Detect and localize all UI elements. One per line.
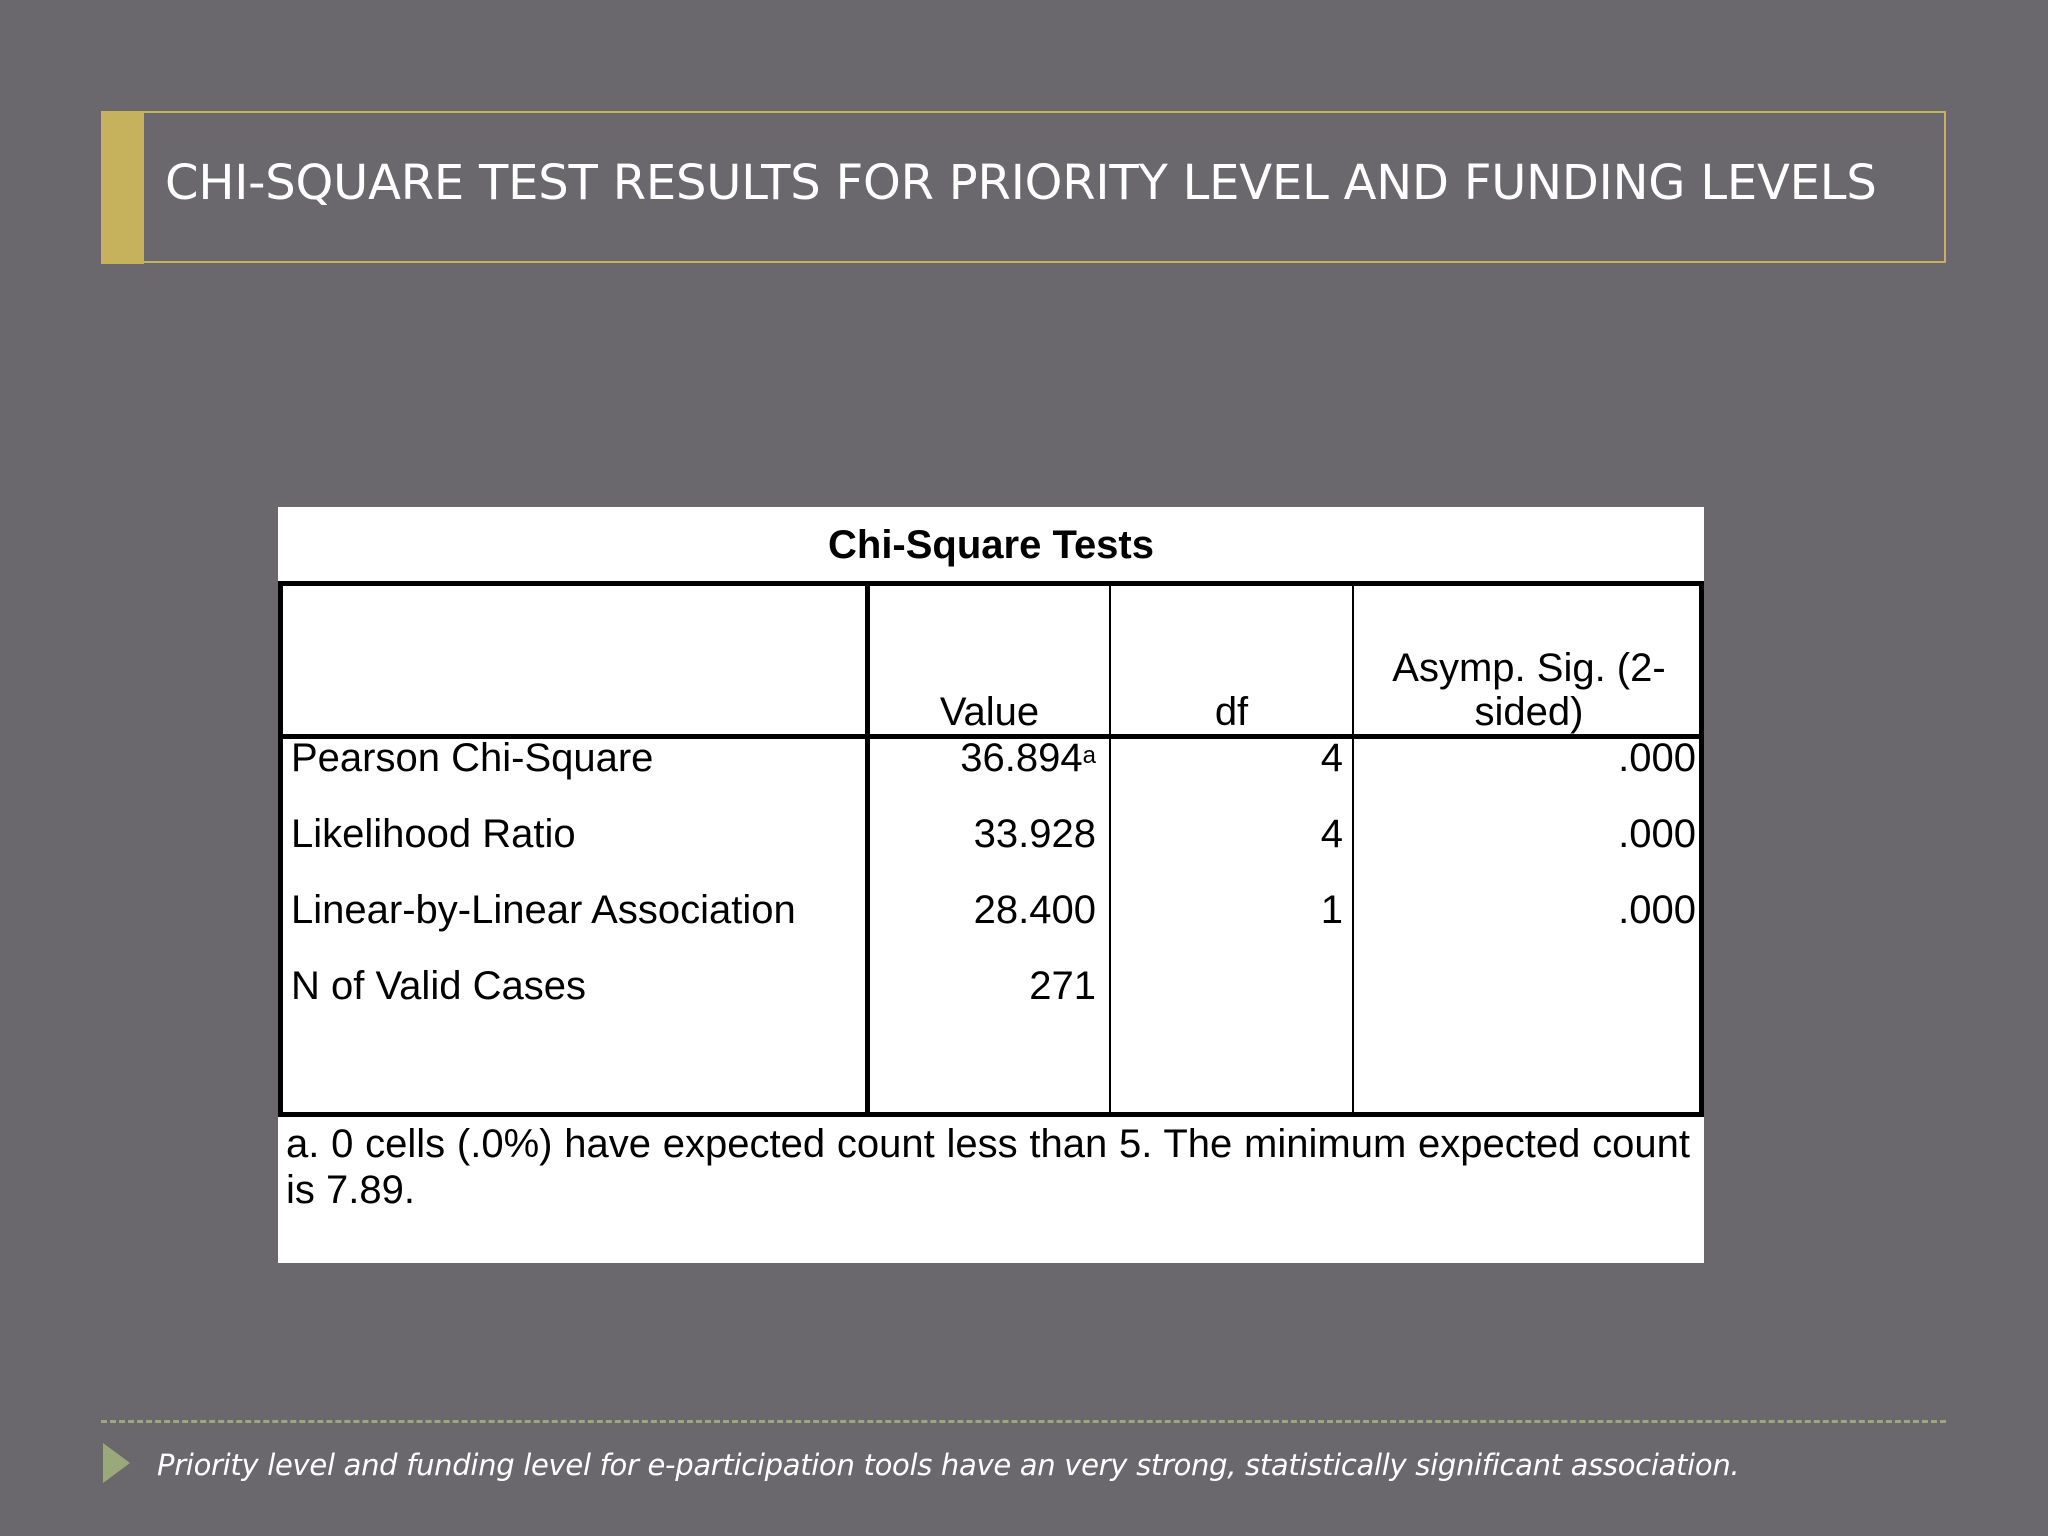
header-df: df xyxy=(1214,690,1249,734)
row-sig: .000 xyxy=(1618,812,1696,856)
row-sig: .000 xyxy=(1618,736,1696,780)
triangle-bullet-icon xyxy=(103,1443,130,1483)
chi-square-table xyxy=(278,507,1704,1263)
row-value: 28.400 xyxy=(973,888,1096,932)
row-label: Pearson Chi-Square xyxy=(291,736,654,780)
row-value: 33.928 xyxy=(973,812,1096,856)
header-sig-line2: sided) xyxy=(1474,690,1584,734)
row-df: 4 xyxy=(1320,812,1343,856)
footnote-marker: a xyxy=(1082,742,1096,769)
bullet-text: Priority level and funding level for e-participation tools have an very strong, statistically significant association. xyxy=(157,1448,1740,1482)
row-label: Linear-by-Linear Association xyxy=(291,888,796,932)
table-grid xyxy=(278,581,1704,1117)
row-df: 4 xyxy=(1320,736,1343,780)
divider-line xyxy=(101,1420,1946,1423)
row-label: N of Valid Cases xyxy=(291,964,586,1008)
header-sig-line1: Asymp. Sig. (2- xyxy=(1392,646,1666,690)
row-sig: .000 xyxy=(1618,888,1696,932)
title-accent-bar xyxy=(101,111,144,264)
row-df: 1 xyxy=(1320,888,1343,932)
slide-title: CHI-SQUARE TEST RESULTS FOR PRIORITY LEVEL AND FUNDING LEVELS xyxy=(165,155,1877,211)
row-value: 271 xyxy=(1029,964,1096,1008)
header-value: Value xyxy=(939,690,1040,734)
table-caption: Chi-Square Tests xyxy=(828,523,1154,567)
table-footnote: a. 0 cells (.0%) have expected count less than 5. The minimum expected count is 7.89. xyxy=(286,1122,1690,1212)
row-label: Likelihood Ratio xyxy=(291,812,576,856)
row-value: 36.894$^a$ xyxy=(960,736,1096,780)
